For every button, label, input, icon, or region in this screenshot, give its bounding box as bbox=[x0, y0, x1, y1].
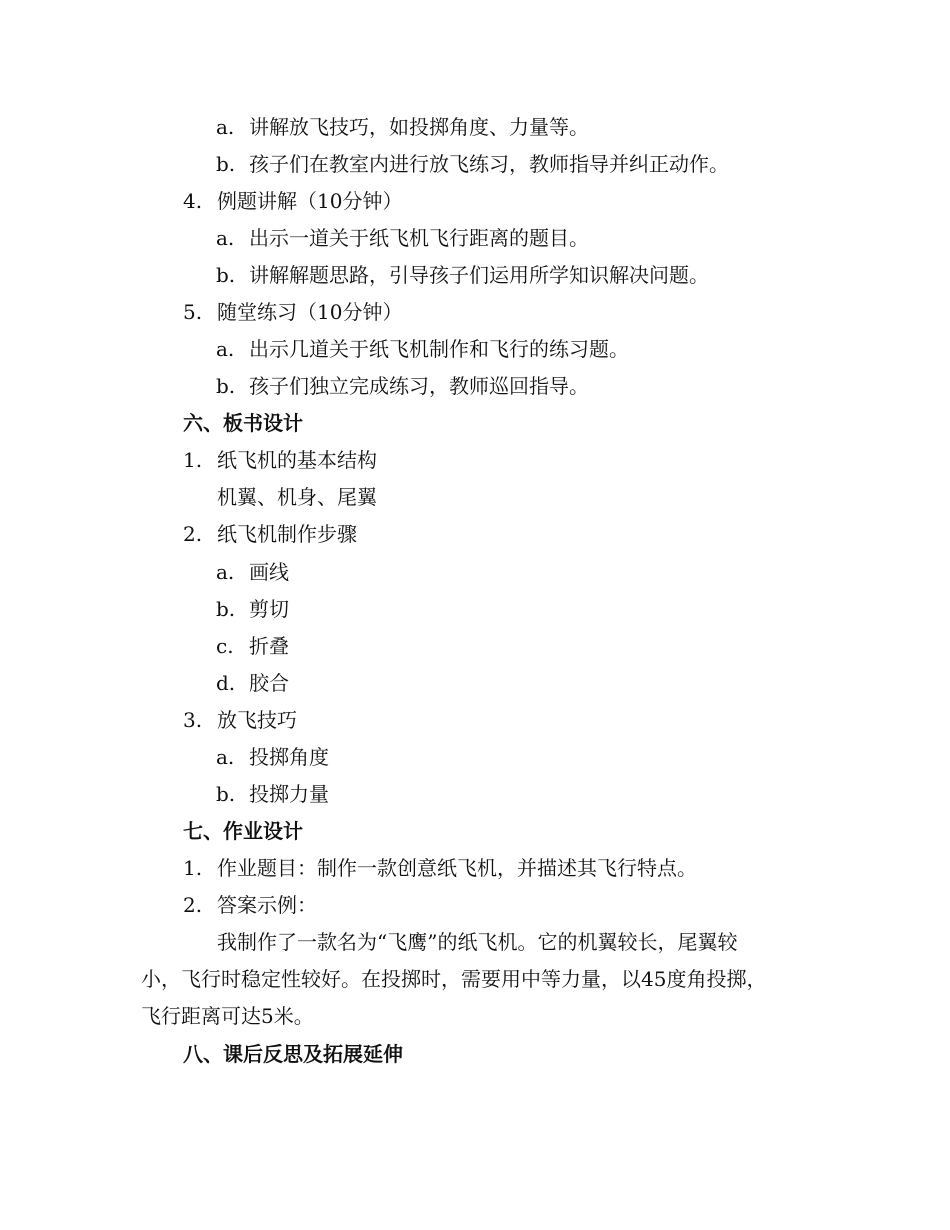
example-paragraph-line: 我制作了一款名为“飞鹰”的纸飞机。它的机翼较长，尾翼较 bbox=[217, 930, 738, 954]
section-heading-reflection: 八、课后反思及拓展延伸 bbox=[183, 1042, 403, 1066]
list-text: 孩子们在教室内进行放飞练习，教师指导并纠正动作。 bbox=[249, 152, 729, 176]
list-marker: 3. bbox=[183, 708, 203, 732]
list-marker: a. bbox=[216, 226, 235, 250]
list-marker: c. bbox=[216, 634, 234, 658]
list-item bbox=[216, 114, 589, 140]
list-item bbox=[216, 262, 709, 288]
list-text: 出示一道关于纸飞机飞行距离的题目。 bbox=[249, 226, 589, 250]
list-marker: 4. bbox=[183, 189, 203, 213]
list-item bbox=[183, 188, 402, 214]
list-item bbox=[183, 707, 297, 733]
list-text: 投掷力量 bbox=[249, 782, 329, 806]
list-text: 纸飞机的基本结构 bbox=[217, 448, 377, 472]
list-text: 画线 bbox=[249, 560, 289, 584]
list-text: 讲解解题思路，引导孩子们运用所学知识解决问题。 bbox=[249, 263, 709, 287]
list-text: 讲解放飞技巧，如投掷角度、力量等。 bbox=[249, 115, 589, 139]
list-item bbox=[216, 373, 589, 399]
list-text: 胶合 bbox=[249, 671, 289, 695]
list-marker: a. bbox=[216, 560, 235, 584]
list-marker: d. bbox=[216, 671, 236, 695]
list-marker: b. bbox=[216, 782, 236, 806]
list-text: 例题讲解（10分钟） bbox=[217, 189, 403, 213]
list-item bbox=[216, 336, 629, 362]
section-heading-board-design: 六、板书设计 bbox=[183, 411, 303, 435]
list-item bbox=[183, 521, 357, 547]
list-marker: 2. bbox=[183, 522, 203, 546]
list-text: 孩子们独立完成练习，教师巡回指导。 bbox=[249, 374, 589, 398]
list-item bbox=[183, 855, 697, 881]
list-text: 纸飞机制作步骤 bbox=[217, 522, 357, 546]
list-text: 随堂练习（10分钟） bbox=[217, 300, 403, 324]
list-item bbox=[216, 225, 589, 251]
list-text: 剪切 bbox=[249, 597, 289, 621]
list-marker: 2. bbox=[183, 893, 203, 917]
list-text: 折叠 bbox=[249, 634, 289, 658]
list-item bbox=[183, 299, 402, 325]
list-item bbox=[216, 744, 329, 770]
list-marker: a. bbox=[216, 115, 235, 139]
list-text: 投掷角度 bbox=[249, 745, 329, 769]
list-text: 放飞技巧 bbox=[217, 708, 297, 732]
list-item bbox=[216, 151, 729, 177]
list-subtext: 机翼、机身、尾翼 bbox=[217, 485, 377, 509]
list-marker: b. bbox=[216, 152, 236, 176]
list-item bbox=[216, 596, 289, 622]
list-marker: b. bbox=[216, 263, 236, 287]
list-text: 出示几道关于纸飞机制作和飞行的练习题。 bbox=[249, 337, 629, 361]
list-item bbox=[216, 633, 289, 659]
list-item bbox=[216, 670, 289, 696]
list-item bbox=[216, 559, 289, 585]
list-marker: 1. bbox=[183, 448, 203, 472]
list-item bbox=[216, 781, 329, 807]
section-heading-homework-design: 七、作业设计 bbox=[183, 819, 303, 843]
example-paragraph-line: 飞行距离可达5米。 bbox=[141, 1004, 314, 1028]
list-text: 作业题目：制作一款创意纸飞机，并描述其飞行特点。 bbox=[217, 856, 697, 880]
list-item bbox=[183, 892, 317, 918]
list-text: 答案示例： bbox=[217, 893, 317, 917]
list-marker: a. bbox=[216, 745, 235, 769]
list-marker: 1. bbox=[183, 856, 203, 880]
example-paragraph-line: 小，飞行时稳定性较好。在投掷时，需要用中等力量，以45度角投掷， bbox=[141, 967, 767, 991]
list-marker: b. bbox=[216, 597, 236, 621]
list-item bbox=[183, 447, 377, 473]
list-marker: a. bbox=[216, 337, 235, 361]
list-marker: b. bbox=[216, 374, 236, 398]
list-marker: 5. bbox=[183, 300, 203, 324]
